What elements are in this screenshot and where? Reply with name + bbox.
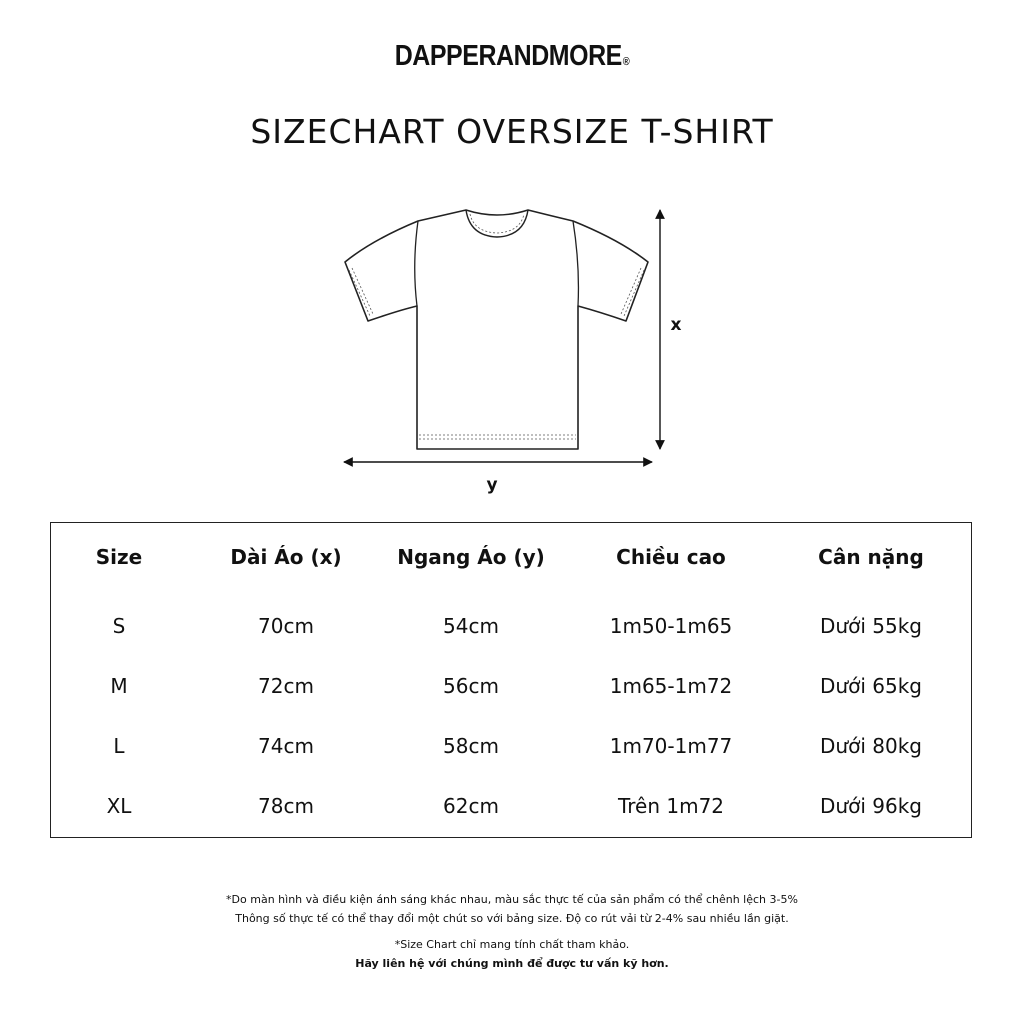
header-weight: Cân nặng <box>818 545 924 569</box>
header-length: Dài Áo (x) <box>230 545 342 569</box>
table-row <box>51 606 971 646</box>
cell-length: 78cm <box>258 794 314 818</box>
note-contact: Hãy liên hệ với chúng mình để được tư vấn kỹ hơn. <box>355 957 669 970</box>
brand-logo <box>72 36 953 82</box>
cell-width: 62cm <box>443 794 499 818</box>
cell-weight: Dưới 65kg <box>820 674 922 698</box>
note-shrinkage: Thông số thực tế có thể thay đổi một chút so với bảng size. Độ co rút vải từ 2-4% sau nhiều lần giặt. <box>235 912 789 925</box>
header-width: Ngang Áo (y) <box>397 545 545 569</box>
brand-name: DAPPERANDMORE <box>394 40 622 72</box>
cell-height: 1m50-1m65 <box>609 614 733 638</box>
table-row <box>51 786 971 826</box>
page-title: SIZECHART OVERSIZE T-SHIRT <box>250 112 774 151</box>
cell-length: 72cm <box>258 674 314 698</box>
registered-mark: ® <box>622 56 630 68</box>
cell-width: 56cm <box>443 674 499 698</box>
cell-height: 1m65-1m72 <box>609 674 733 698</box>
length-label: x <box>670 315 682 335</box>
cell-width: 58cm <box>443 734 499 758</box>
cell-size: S <box>112 614 126 638</box>
header-height: Chiều cao <box>616 545 726 569</box>
cell-height: 1m70-1m77 <box>609 734 733 758</box>
width-label: y <box>486 475 498 495</box>
tshirt-diagram <box>330 200 690 500</box>
cell-size: XL <box>106 794 132 818</box>
shirt-collar <box>466 210 528 237</box>
cell-length: 70cm <box>258 614 314 638</box>
note-color-disclaimer: *Do màn hình và điều kiện ánh sáng khác nhau, màu sắc thực tế của sản phẩm có thể chênh lệch 3-5% <box>226 893 798 906</box>
cell-size: M <box>110 674 128 698</box>
size-table <box>50 522 972 838</box>
cell-height: Trên 1m72 <box>617 794 725 818</box>
table-row <box>51 726 971 766</box>
cell-weight: Dưới 96kg <box>820 794 922 818</box>
table-row <box>51 666 971 706</box>
cell-weight: Dưới 80kg <box>820 734 922 758</box>
cell-weight: Dưới 55kg <box>820 614 922 638</box>
cell-width: 54cm <box>443 614 499 638</box>
table-header-row <box>51 537 971 577</box>
footnotes <box>0 890 1024 973</box>
shirt-outline <box>345 210 648 449</box>
cell-size: L <box>113 734 125 758</box>
cell-length: 74cm <box>258 734 314 758</box>
header-size: Size <box>95 545 143 569</box>
note-reference-only: *Size Chart chỉ mang tính chất tham khảo. <box>394 938 630 951</box>
